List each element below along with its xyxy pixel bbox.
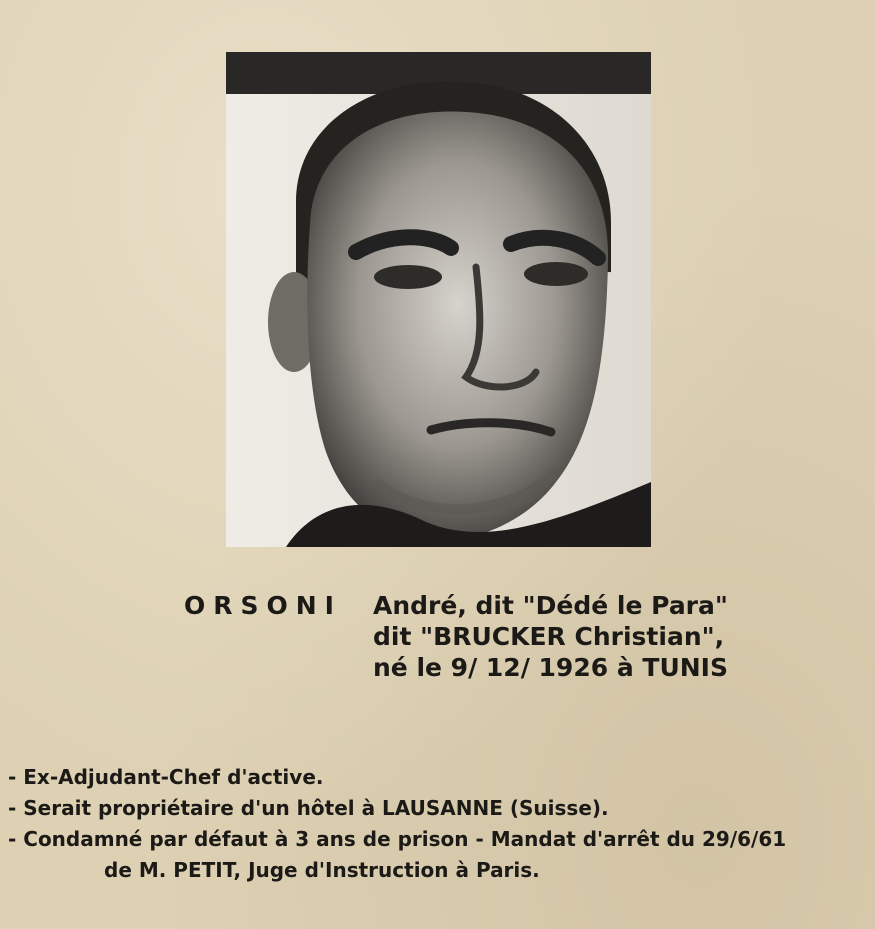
birth-line: né le 9/ 12/ 1926 à TUNIS <box>373 653 728 682</box>
note-item: - Serait propriétaire d'un hôtel à LAUSANNE (Suisse). <box>8 796 609 820</box>
alias-line-1: André, dit "Dédé le Para" <box>373 591 728 620</box>
note-continuation: de M. PETIT, Juge d'Instruction à Paris. <box>104 858 540 882</box>
note-item: - Ex-Adjudant-Chef d'active. <box>8 765 324 789</box>
portrait-photo <box>226 52 651 547</box>
notes-list <box>8 762 786 886</box>
note-item: - Condamné par défaut à 3 ans de prison - Mandat d'arrêt du 29/6/61 <box>8 827 787 851</box>
surname: ORSONI <box>184 591 342 620</box>
alias-line-2: dit "BRUCKER Christian", <box>373 622 725 651</box>
identity-details <box>373 590 793 683</box>
